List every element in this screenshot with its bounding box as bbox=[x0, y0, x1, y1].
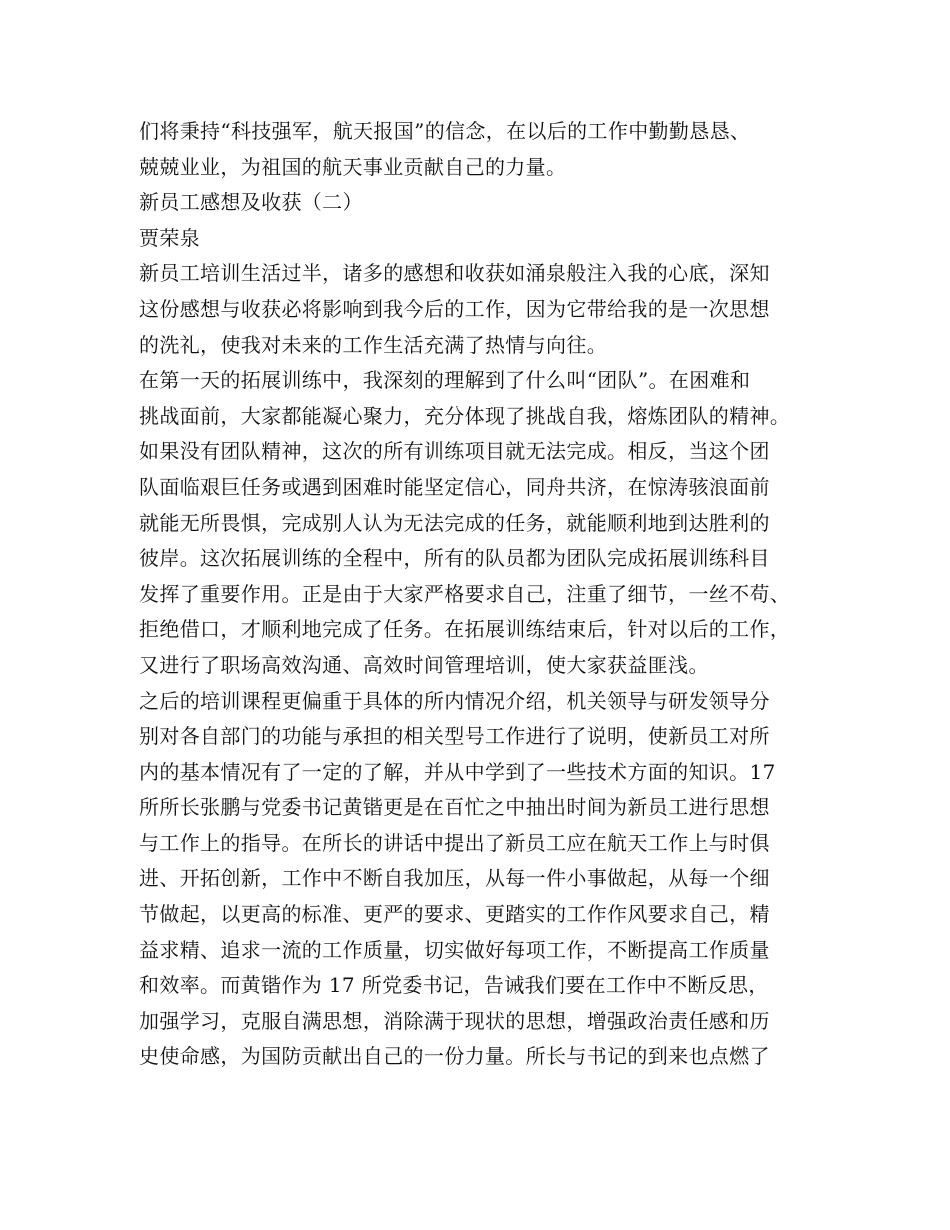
text-line: 们将秉持“科技强军，航天报国”的信念，在以后的工作中勤勤恳恳、 bbox=[139, 119, 751, 143]
text-line: 这份感想与收获必将影响到我今后的工作，因为它带给我的是一次思想 bbox=[139, 296, 770, 321]
text-line: 益求精、追求一流的工作质量，切实做好每项工作，不断提高工作质量 bbox=[139, 937, 770, 962]
text-line: 与工作上的指导。在所长的讲话中提出了新员工应在航天工作上与时俱 bbox=[139, 830, 770, 855]
text-line: 在第一天的拓展训练中，我深刻的理解到了什么叫“团队”。在困难和 bbox=[139, 368, 751, 393]
text-line: 史使命感，为国防贡献出自己的一份力量。所长与书记的到来也点燃了 bbox=[139, 1044, 770, 1069]
author-name: 贾荣泉 bbox=[139, 225, 201, 250]
text-line: 别对各自部门的功能与承担的相关型号工作进行了说明，使新员工对所 bbox=[139, 724, 770, 749]
document-body bbox=[139, 114, 829, 1075]
text-line: 所所长张鹏与党委书记黄锴更是在百忙之中抽出时间为新员工进行思想 bbox=[139, 795, 770, 820]
text-line: 加强学习，克服自满思想，消除满于现状的思想，增强政治责任感和历 bbox=[139, 1008, 770, 1033]
text-line: 发挥了重要作用。正是由于大家严格要求自己，注重了细节，一丝不苟、 bbox=[139, 581, 791, 606]
text-line: 队面临艰巨任务或遇到困难时能坚定信心，同舟共济，在惊涛骇浪面前 bbox=[139, 474, 770, 499]
text-line: 新员工培训生活过半，诸多的感想和收获如涌泉般注入我的心底，深知 bbox=[139, 261, 770, 286]
text-line: 兢兢业业，为祖国的航天事业贡献自己的力量。 bbox=[139, 154, 567, 179]
text-line: 的洗礼，使我对未来的工作生活充满了热情与向往。 bbox=[139, 332, 608, 357]
section-title: 新员工感想及收获（二） bbox=[139, 190, 363, 215]
text-line: 进、开拓创新，工作中不断自我加压，从每一件小事做起，从每一个细 bbox=[139, 866, 770, 891]
text-line: 节做起，以更高的标准、更严的要求、更踏实的工作作风要求自己，精 bbox=[139, 902, 770, 927]
text-line: 彼岸。这次拓展训练的全程中，所有的队员都为团队完成拓展训练科目 bbox=[139, 546, 770, 571]
text-line: 如果没有团队精神，这次的所有训练项目就无法完成。相反，当这个团 bbox=[139, 439, 770, 464]
text-line: 挑战面前，大家都能凝心聚力，充分体现了挑战自我，熔炼团队的精神。 bbox=[139, 403, 791, 428]
text-line: 就能无所畏惧，完成别人认为无法完成的任务，就能顺利地到达胜利的 bbox=[139, 510, 770, 535]
text-line: 和效率。而黄锴作为 17 所党委书记，告诫我们要在工作中不断反思， bbox=[139, 973, 769, 998]
text-line: 拒绝借口，才顺利地完成了任务。在拓展训练结束后，针对以后的工作， bbox=[139, 617, 791, 642]
text-line: 内的基本情况有了一定的了解，并从中学到了一些技术方面的知识。17 bbox=[139, 759, 776, 784]
text-line: 又进行了职场高效沟通、高效时间管理培训，使大家获益匪浅。 bbox=[139, 652, 709, 677]
text-line: 之后的培训课程更偏重于具体的所内情况介绍，机关领导与研发领导分 bbox=[139, 688, 770, 713]
